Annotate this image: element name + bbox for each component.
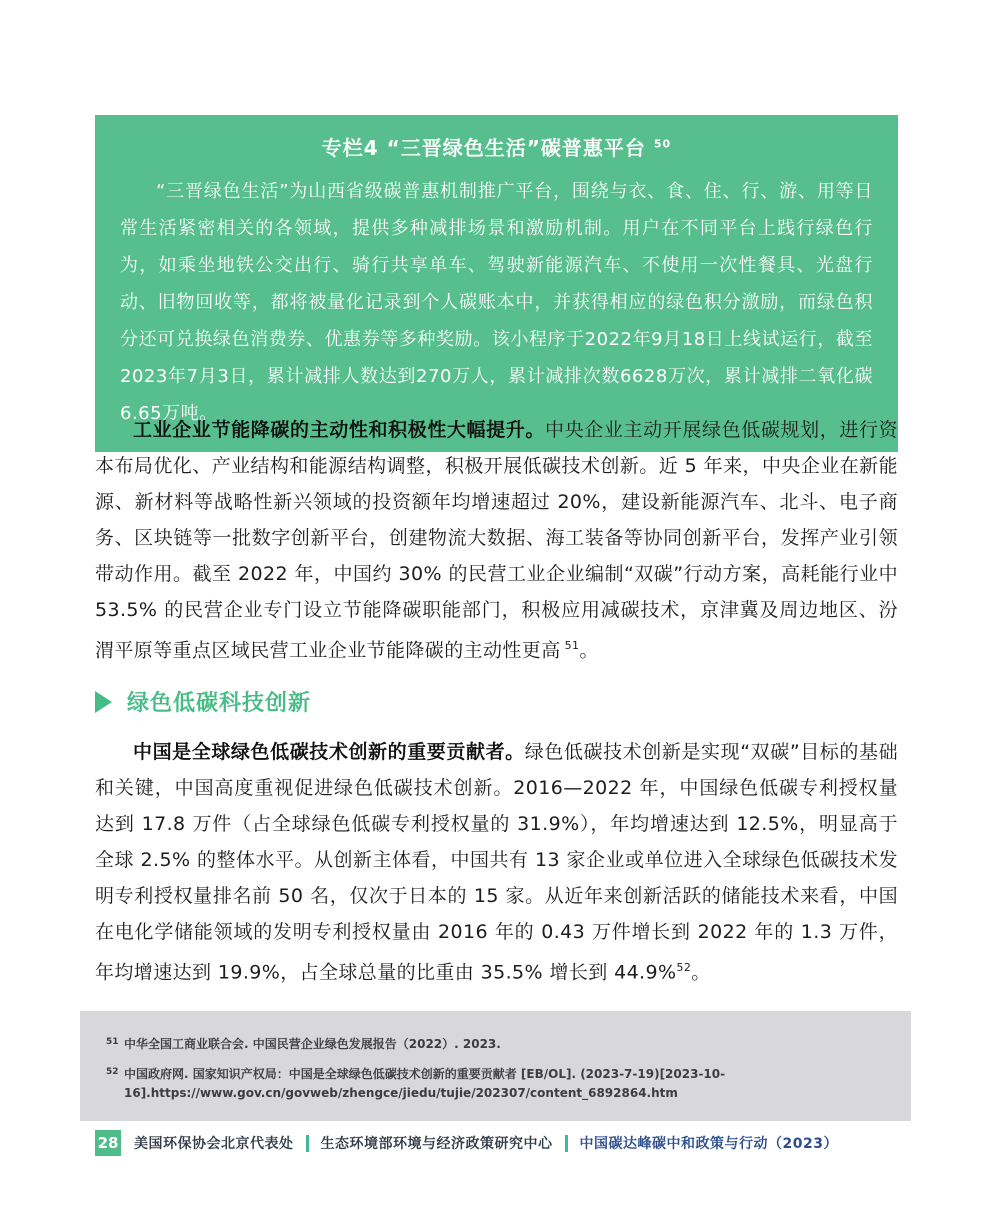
callout-box-title-text: 专栏4 “三晋绿色生活”碳普惠平台 — [321, 136, 646, 160]
footnote-ref-50: 50 — [653, 137, 672, 151]
paragraph-tail: 。 — [691, 961, 711, 984]
footnote-text: 中华全国工商业联合会. 中国民营企业绿色发展报告（2022）. 2023. — [124, 1037, 501, 1051]
callout-box-title — [120, 132, 873, 161]
paragraph-green-tech-innovation — [95, 734, 898, 990]
section-header — [95, 686, 311, 717]
footer-separator — [306, 1135, 309, 1152]
paragraph-tail: 。 — [579, 639, 599, 662]
paragraph-industrial-enterprises — [95, 412, 898, 668]
paragraph-lead-bold: 中国是全球绿色低碳技术创新的重要贡献者。 — [133, 741, 525, 763]
paragraph-body-text: 绿色低碳技术创新是实现“双碳”目标的基础和关键，中国高度重视促进绿色低碳技术创新。2016—2022 年，中国绿色低碳专利授权量达到 17.8 万件（占全球绿色低碳专利授权量的 31.9%），年均增速达到 12.5%，明显高于全球 2.5% 的整体水平。从创新主体看，中国共有 13 家企业或单位进入全球绿色低碳技术发明专利授权量排名前 50 名，仅次于日本的 15 家。从近年来创新活跃的储能技术来看，中国在电化学储能领域的发明专利授权量由 2016 年的 0.43 万件增长到 2022 年的 1.3 万件，年均增速达到 19.9%，占全球总量的比重由 35.5% 增长到 44.9% — [95, 741, 899, 984]
page-footer — [95, 1130, 898, 1156]
section-title: 绿色低碳科技创新 — [127, 691, 312, 716]
footnote-ref-51: 51 — [564, 639, 580, 652]
footer-org-1: 美国环保协会北京代表处 — [134, 1136, 294, 1152]
footer-report-title: 中国碳达峰碳中和政策与行动（2023） — [579, 1136, 838, 1152]
footnote-number: 52 — [106, 1067, 119, 1077]
footer-org-2: 生态环境部环境与经济政策研究中心 — [320, 1136, 553, 1152]
footnote-number: 51 — [106, 1037, 119, 1047]
page-number-badge: 28 — [95, 1130, 121, 1156]
footnote-text: 中国政府网. 国家知识产权局：中国是全球绿色低碳技术创新的重要贡献者 [EB/OL]. (2023-7-19)[2023-10-16].https://www.gov.cn/govweb/zhengce/jiedu/tujie/202307/content_6892864.htm — [124, 1067, 726, 1100]
footnote-52 — [106, 1065, 883, 1103]
callout-box-body: “三晋绿色生活”为山西省级碳普惠机制推广平台，围绕与衣、食、住、行、游、用等日常生活紧密相关的各领域，提供多种减排场景和激励机制。用户在不同平台上践行绿色行为，如乘坐地铁公交出行、骑行共享单车、驾驶新能源汽车、不使用一次性餐具、光盘行动、旧物回收等，都将被量化记录到个人碳账本中，并获得相应的绿色积分激励，而绿色积分还可兑换绿色消费券、优惠券等多种奖励。该小程序于2022年9月18日上线试运行，截至2023年7月3日，累计减排人数达到270万人，累计减排次数6628万次，累计减排二氧化碳6.65万吨。 — [120, 181, 873, 424]
footnote-51 — [106, 1035, 883, 1054]
footer-separator — [565, 1135, 568, 1152]
footnotes-panel — [80, 1011, 911, 1121]
callout-box — [95, 115, 898, 452]
paragraph-lead-bold: 工业企业节能降碳的主动性和积极性大幅提升。 — [133, 419, 546, 441]
footnote-ref-52: 52 — [676, 961, 692, 974]
triangle-marker-icon — [95, 691, 112, 713]
paragraph-body-text: 中央企业主动开展绿色低碳规划，进行资本布局优化、产业结构和能源结构调整，积极开展低碳技术创新。近 5 年来，中央企业在新能源、新材料等战略性新兴领域的投资额年均增速超过 20%，建设新能源汽车、北斗、电子商务、区块链等一批数字创新平台，创建物流大数据、海工装备等协同创新平台，发挥产业引领带动作用。截至 2022 年，中国约 30% 的民营工业企业编制“双碳”行动方案，高耗能行业中 53.5% 的民营企业专门设立节能降碳职能部门，积极应用减碳技术，京津冀及周边地区、汾渭平原等重点区域民营工业企业节能降碳的主动性更高 — [95, 419, 899, 662]
